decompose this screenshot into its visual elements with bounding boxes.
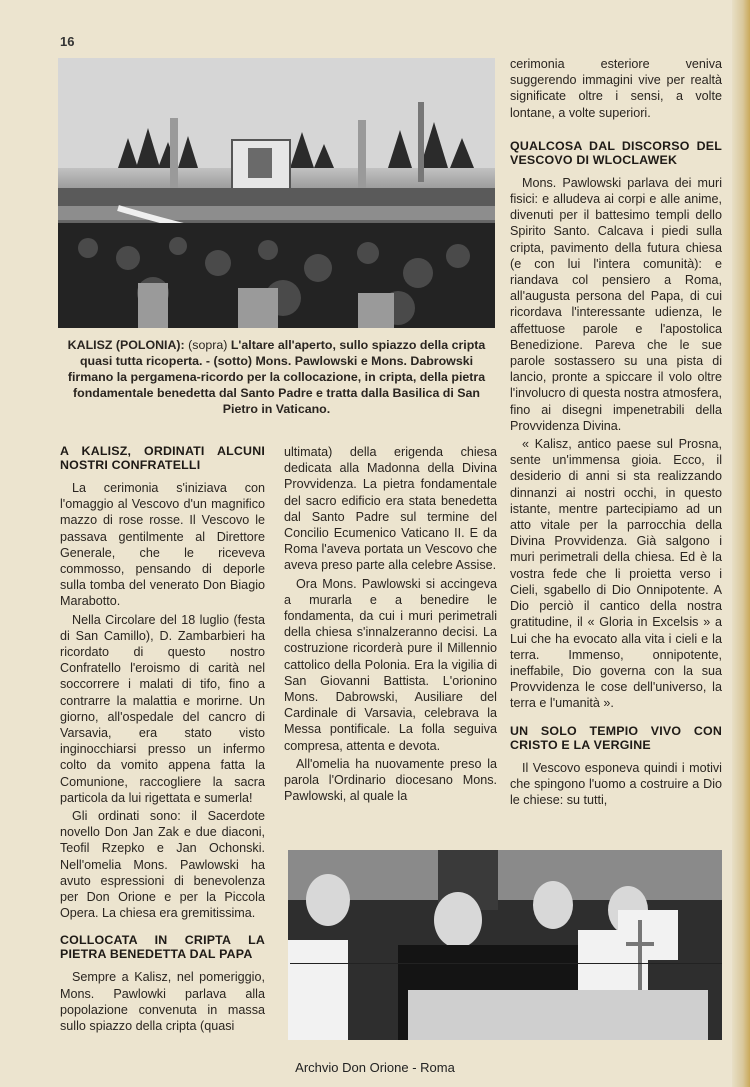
article-column-1	[60, 444, 265, 1036]
photo-outdoor-altar-image	[58, 58, 495, 328]
caption-place: KALISZ (POLONIA):	[67, 338, 185, 352]
photo-signing-parchment-image	[288, 850, 722, 1040]
photo-signing-parchment	[288, 850, 722, 1040]
paragraph: « Kalisz, antico paese sul Prosna, sente un'immensa gioia. Ecco, il desiderio di anni si sta realizzando dinnanzi ai nostri occhi, in questo istante, mentre partecipiamo ad un atto vitale per la parrocchia della Divina Provvidenza. Già salgono i muri perimetrali della chiesa. Ed è la vostra fede che li proietta verso i Cieli, sgabello di Dio Onnipotente. A Dio perciò il cantico della nostra gratitudine, il « Gloria in Excelsis » a Lui che ha evocato alla vita i cieli e la terra. Immenso, onnipotente, ineffabile, Dio governa con la sua Provvidenza le cose dell'universo, la terra e l'umanità ».	[510, 437, 722, 711]
paragraph: Sempre a Kalisz, nel pomeriggio, Mons. Pawlowki parlava alla popolazione convenuta in massa sullo spiazzo della cripta (quasi	[60, 970, 265, 1034]
paragraph: All'omelia ha nuovamente preso la parola l'Ordinario diocesano Mons. Pawlowski, al quale la	[284, 756, 497, 804]
section-heading: QUALCOSA DAL DISCORSO DEL VESCOVO DI WLOCLAWEK	[510, 138, 722, 167]
paragraph: La cerimonia s'iniziava con l'omaggio al Vescovo d'un magnifico mazzo di rose rosse. Il Vescovo le passava gentilmente al Direttore Generale, che le riceveva commosso, pensando di deporle sulla tomba del venerato Don Biagio Marabotto.	[60, 481, 265, 609]
section-heading: A KALISZ, ORDINATI ALCUNI NOSTRI CONFRATELLI	[60, 444, 265, 472]
page-number: 16	[60, 34, 75, 49]
caption-lead: (sopra)	[188, 338, 228, 352]
paragraph: ultimata) della erigenda chiesa dedicata alla Madonna della Divina Provvidenza. La pietra fondamentale del sacro edificio era stata benedetta dal Santo Padre sul termine del Concilio Ecumenico Vaticano II. E da Roma l'aveva portata un Vescovo che aveva preso parte alla celebre Assise.	[284, 445, 497, 573]
photo-outdoor-altar	[58, 58, 495, 328]
article-column-2	[284, 444, 497, 806]
photo-caption	[58, 337, 495, 417]
paragraph: Nella Circolare del 18 luglio (festa di San Camillo), D. Zambarbieri ha ricordato di questo nostro Confratello l'eroismo di carità nel soccorrere i malati di tifo, fino a contrarre la malattia e morirne. Un giorno, all'ospedale del cancro di Varsavia, era stato visto inginocchiarsi presso un infermo colto da vomito appena fatta la Comunione, raccogliere la sacra particola da lui rigettata e sumerla!	[60, 612, 265, 805]
paragraph: Mons. Pawlowski parlava dei muri fisici: e alludeva ai corpi e alle anime, divenuti per il battesimo templi dello Spirito Santo. Calcava i piedi sulla cripta, pavimento della futura chiesa (e con lui l'intera comunità): e riandava col pensiero a Roma, all'augusta persona del Papa, di cui ricordava l'interessante udienza, le affettuose parole e l'apostolica Benedizione. Pareva che le sue parole sostassero su una pista di lancio, pronte a spiccare il volo oltre l'involucro di questa nostra atmosfera, fino ai disegni impenetrabili della Provvidenza Divina.	[510, 175, 722, 433]
caption-text: L'altare all'aperto, sullo spiazzo della cripta quasi tutta ricoperta. - (sotto) Mons. Pawlowski e Mons. Dabrowski firmano la pergamena-ricordo per la collocazione, in cripta, della pietra fondamentale benedetta dal Santo Padre e tratta dalla Basilica di San Pietro in Vaticano.	[67, 338, 486, 416]
page-edge	[732, 0, 750, 1087]
paragraph: Ora Mons. Pawlowski si accingeva a murarla e a benedire le fondamenta, da cui i muri perimetrali della chiesa s'innalzeranno decisi. La costruzione ricorderà pure il Millennio cattolico della Polonia. Era la vigilia di San Giovanni Battista. L'orionino Mons. Dabrowski, Ausiliare del Cardinale di Varsavia, celebrava la Messa pontificale. La folla seguiva compresa, attenta e devota.	[284, 576, 497, 753]
section-heading: UN SOLO TEMPIO VIVO CON CRISTO E LA VERGINE	[510, 723, 722, 752]
section-heading: COLLOCATA IN CRIPTA LA PIETRA BENEDETTA DAL PAPA	[60, 933, 265, 962]
archive-footer: Archvio Don Orione - Roma	[295, 1060, 455, 1075]
article-column-3	[510, 56, 722, 810]
divider-line	[290, 963, 722, 964]
paragraph: Gli ordinati sono: il Sacerdote novello Don Jan Zak e due diaconi, Teofil Rzepko e Jan Ochonski. Nell'omelia Mons. Pawlowski ha avuto espressioni di benevolenza per Don Orione e per la Piccola Opera. La chiesa era gremitissima.	[60, 809, 265, 921]
paragraph: cerimonia esteriore veniva suggerendo immagini vive per realtà significate oltre i sensi, a volte lontane, a volte superiori.	[510, 57, 722, 120]
paragraph: Il Vescovo esponeva quindi i motivi che spingono l'uomo a costruire a Dio le chiese: su tutti,	[510, 760, 722, 807]
